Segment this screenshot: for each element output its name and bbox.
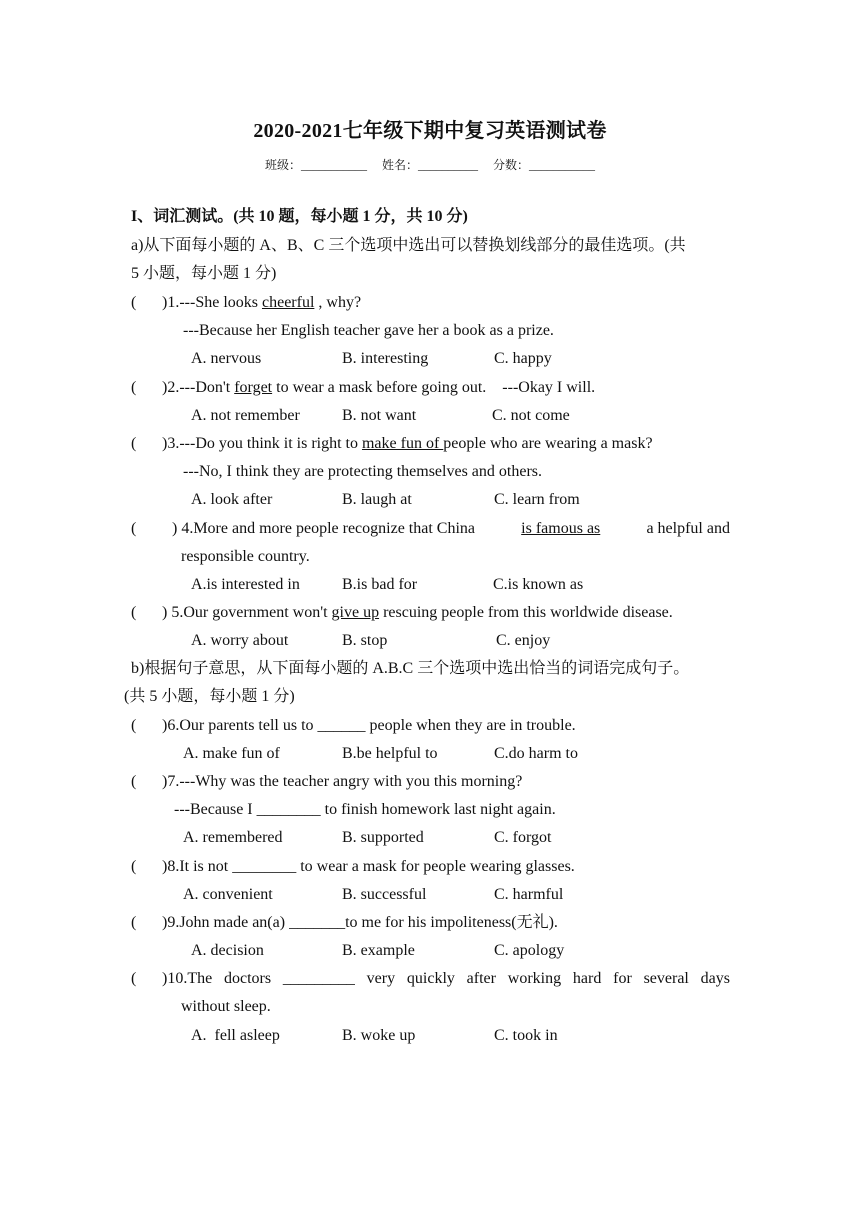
option-c: C. enjoy <box>496 632 551 649</box>
part-b-instruction-cont: (共 5 小题，每小题 1 分) <box>124 688 295 705</box>
question-text: to wear a mask before going out. ---Okay I will. <box>272 379 596 396</box>
option-b: B. stop <box>342 632 388 649</box>
option-c: C. harmful <box>494 886 564 903</box>
option-a: A. decision <box>191 942 264 959</box>
option-c: C. took in <box>494 1027 558 1044</box>
underlined-word: give up <box>331 604 380 621</box>
question-4 <box>172 518 730 540</box>
option-b: B. laugh at <box>342 491 412 508</box>
question-text: )1.---She looks <box>162 294 262 311</box>
option-b: B. example <box>342 942 415 959</box>
question-10-cont: without sleep. <box>181 998 271 1015</box>
question-text: ) 4.More and more people recognize that China <box>172 520 475 537</box>
answer-bracket: ( <box>131 435 137 452</box>
option-b: B. successful <box>342 886 427 903</box>
underlined-word: forget <box>234 379 273 396</box>
question-text: )3.---Do you think it is right to <box>162 435 362 452</box>
question-8: )8.It is not ________ to wear a mask for people wearing glasses. <box>162 858 575 875</box>
question-10: )10.The doctors _________ very quickly after working hard for several days <box>162 970 730 987</box>
option-c: C. not come <box>492 407 570 424</box>
answer-bracket: ( <box>131 294 137 311</box>
section-heading: I、词汇测试。(共 10 题，每小题 1 分，共 10 分) <box>131 208 468 225</box>
question-3 <box>162 433 653 455</box>
underlined-word: make fun of <box>361 435 444 452</box>
question-7-response: ---Because I ________ to finish homework last night again. <box>174 801 556 818</box>
part-a-instruction-cont: 5 小题，每小题 1 分) <box>131 265 277 282</box>
question-1-response: ---Because her English teacher gave her a book as a prize. <box>183 322 554 339</box>
option-a: A. worry about <box>191 632 289 649</box>
option-c: C.is known as <box>493 576 584 593</box>
option-a: A. look after <box>191 491 273 508</box>
question-text: , why? <box>314 294 362 311</box>
option-b: B.is bad for <box>342 576 418 593</box>
answer-bracket: ( <box>131 914 137 931</box>
option-b: B. woke up <box>342 1027 416 1044</box>
option-c: C. forgot <box>494 829 552 846</box>
option-a: A.is interested in <box>191 576 300 593</box>
question-text: rescuing people from this worldwide disease. <box>379 604 673 621</box>
option-a: A. remembered <box>183 829 283 846</box>
answer-bracket: ( <box>131 773 137 790</box>
question-6: )6.Our parents tell us to ______ people when they are in trouble. <box>162 717 576 734</box>
answer-bracket: ( <box>131 379 137 396</box>
score-field: 分数：___________ <box>493 158 596 172</box>
option-b: B. not want <box>342 407 417 424</box>
answer-bracket: ( <box>131 717 137 734</box>
question-3-response: ---No, I think they are protecting themselves and others. <box>183 463 542 480</box>
question-text: ) 5.Our government won't <box>162 604 332 621</box>
option-c: C. apology <box>494 942 565 959</box>
class-field: 班级：___________ <box>264 158 367 172</box>
question-4-cont: responsible country. <box>181 548 310 565</box>
option-a: A. fell asleep <box>191 1027 280 1044</box>
part-a-instruction: a)从下面每小题的 A、B、C 三个选项中选出可以替换划线部分的最佳选项。(共 <box>131 237 686 254</box>
page-title: 2020-2021七年级下期中复习英语测试卷 <box>253 120 607 142</box>
answer-bracket: ( <box>131 858 137 875</box>
question-5 <box>162 602 673 624</box>
option-b: B. interesting <box>342 350 429 367</box>
part-b-instruction: b)根据句子意思，从下面每小题的 A.B.C 三个选项中选出恰当的词语完成句子。 <box>131 660 690 677</box>
name-field: 姓名：__________ <box>381 158 478 172</box>
answer-bracket: ( <box>131 520 137 537</box>
underlined-word: is famous as <box>521 520 601 537</box>
question-text: people who are wearing a mask? <box>443 435 653 452</box>
option-c: C.do harm to <box>494 745 578 762</box>
question-text: )2.---Don't <box>162 379 235 396</box>
option-c: C. happy <box>494 350 552 367</box>
question-7: )7.---Why was the teacher angry with you this morning? <box>162 773 523 790</box>
option-a: A. make fun of <box>183 745 280 762</box>
option-a: A. not remember <box>191 407 300 424</box>
option-c: C. learn from <box>494 491 580 508</box>
question-1 <box>162 292 361 314</box>
question-9: )9.John made an(a) _______to me for his impoliteness(无礼). <box>162 914 558 931</box>
answer-bracket: ( <box>131 970 137 987</box>
question-text: a helpful and <box>646 520 730 537</box>
option-b: B.be helpful to <box>342 745 438 762</box>
question-2 <box>162 377 595 399</box>
option-a: A. convenient <box>183 886 273 903</box>
option-a: A. nervous <box>191 350 262 367</box>
option-b: B. supported <box>342 829 424 846</box>
underlined-word: cheerful <box>261 294 315 311</box>
answer-bracket: ( <box>131 604 137 621</box>
student-info-line <box>0 156 860 173</box>
